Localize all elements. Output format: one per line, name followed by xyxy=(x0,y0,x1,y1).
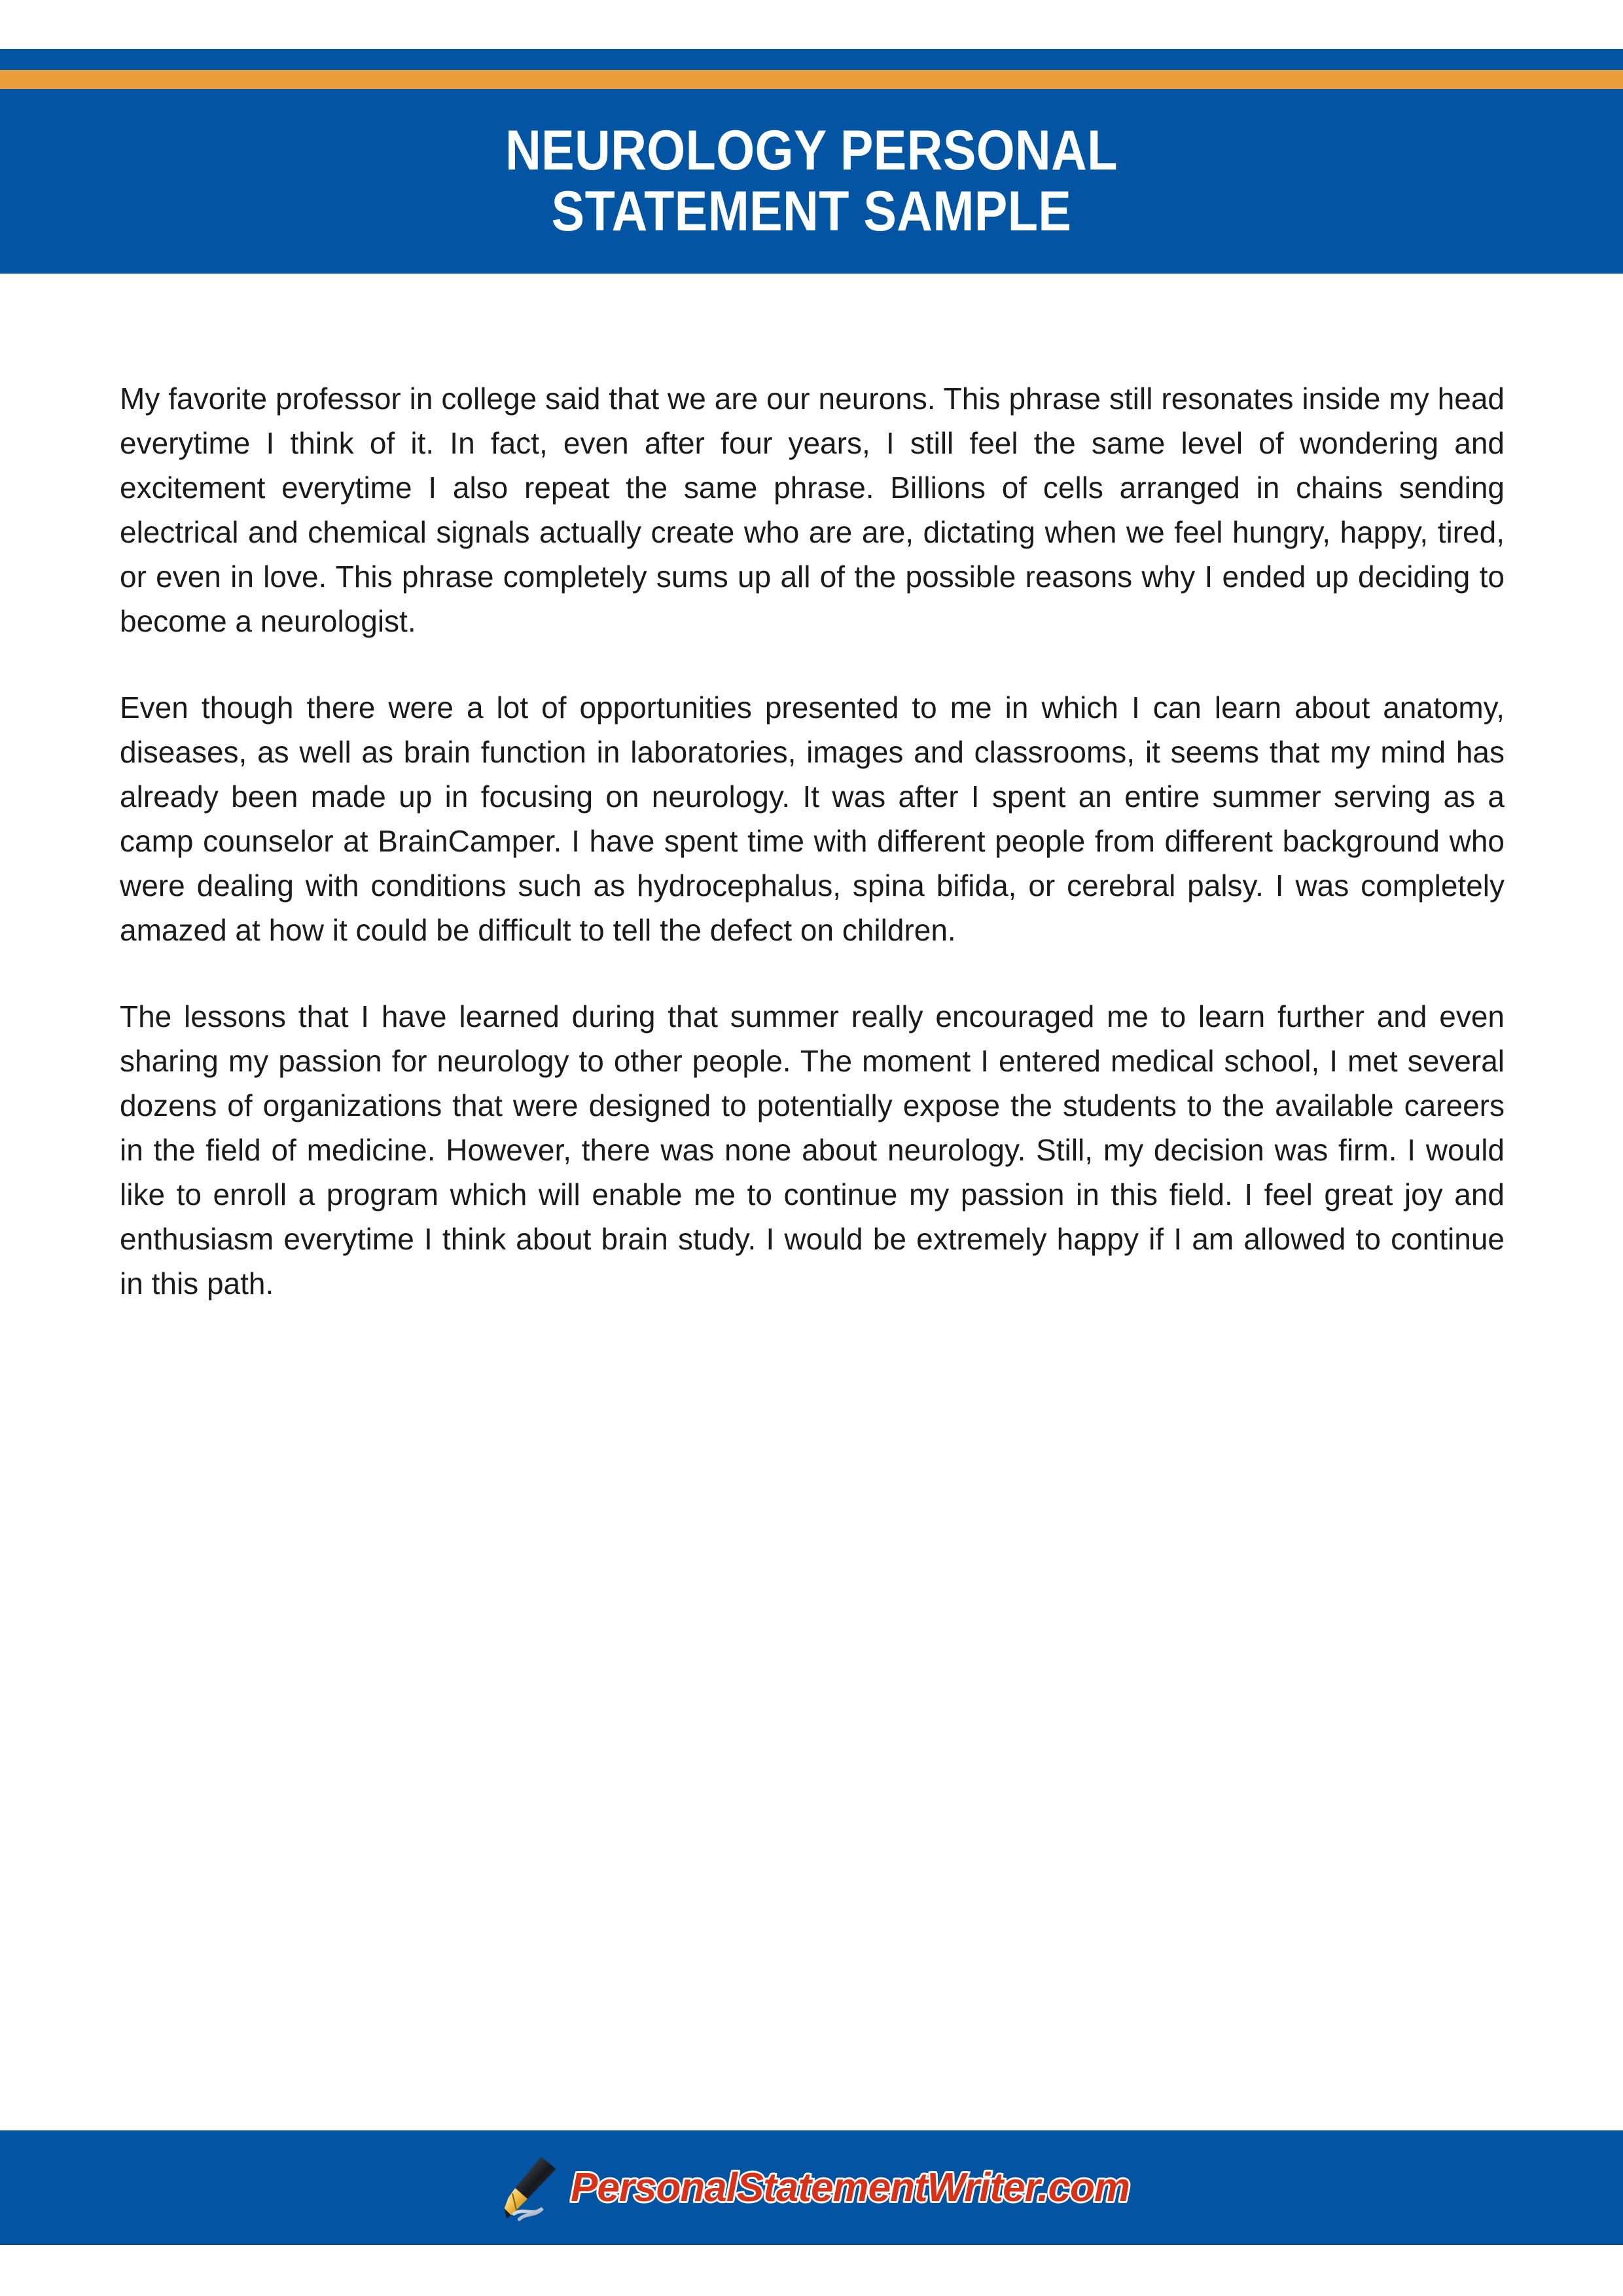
document-footer xyxy=(0,2130,1623,2245)
top-orange-stripe xyxy=(0,70,1623,89)
top-blue-stripe xyxy=(0,49,1623,70)
page-title: NEUROLOGY PERSONAL STATEMENT SAMPLE xyxy=(505,119,1118,243)
document-body xyxy=(120,376,1505,1306)
body-paragraph: The lessons that I have learned during that summer really encouraged me to learn further and even sharing my passion for neurology to other people. The moment I entered medical school, I met several dozens of organizations that were designed to potentially expose the students to the available careers in the field of medicine. However, there was none about neurology. Still, my decision was firm. I would like to enroll a program which will enable me to continue my passion in this field. I feel great joy and enthusiasm everytime I think about brain study. I would be extremely happy if I am allowed to continue in this path. xyxy=(120,999,1505,1300)
body-paragraph: Even though there were a lot of opportunities presented to me in which I can learn about anatomy, diseases, as well as brain function in laboratories, images and classrooms, it seems that my mind has already been made up in focusing on neurology. It was after I spent an entire summer serving as a camp counselor at BrainCamper. I have spent time with different people from different background who were dealing with conditions such as hydrocephalus, spina bifida, or cerebral palsy. I was completely amazed at how it could be difficult to tell the defect on children. xyxy=(120,691,1505,947)
document-header xyxy=(0,89,1623,274)
body-paragraph: My favorite professor in college said that we are our neurons. This phrase still resonates inside my head everytime I think of it. In fact, even after four years, I still feel the same level of wondering and excitement everytime I also repeat the same phrase. Billions of cells arranged in chains sending electrical and chemical signals actually create who are are, dictating when we feel hungry, happy, tired, or even in love. This phrase completely sums up all of the possible reasons why I ended up deciding to become a neurologist. xyxy=(120,382,1505,638)
site-brand-text[interactable]: PersonalStatementWriter.com xyxy=(571,2165,1130,2210)
fountain-pen-icon xyxy=(493,2154,562,2222)
site-logo[interactable] xyxy=(493,2154,1130,2222)
